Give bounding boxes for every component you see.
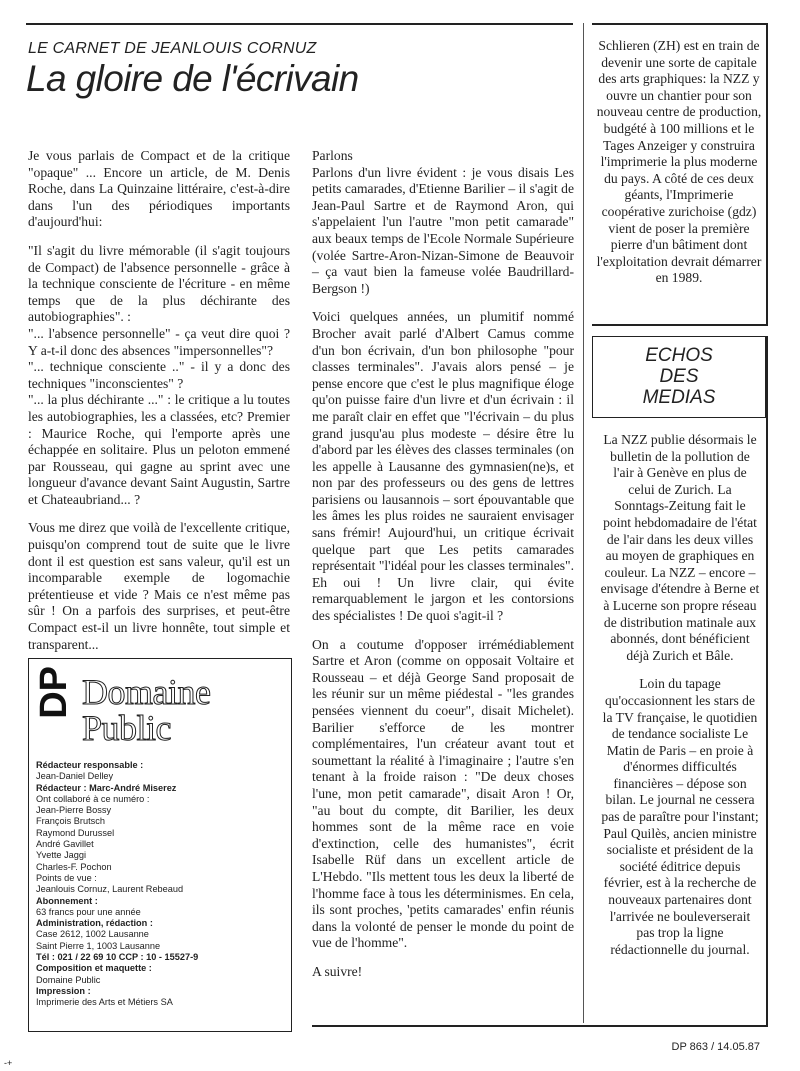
credit-line: Charles-F. Pochon xyxy=(36,861,112,872)
credit-line: Saint Pierre 1, 1003 Lausanne xyxy=(36,940,161,951)
column-divider xyxy=(583,23,584,1023)
paragraph: Voici quelques années, un plumitif nommé Brocher avait parlé d'Albert Camus comme d'un bon écrivain, d'un bon philosophe "pour classes terminales". J'avais alors pensé – je pense encore que c'est le plus magnifique éloge qu'on puisse faire d'un livre et d'un écrivain : il me paraît clair en effet que "l'écrivain – du plus grand jusqu'au plus modeste – désire être lu d'abord par les élèves des classes terminales (on les appelle à Lausanne des gymnasien(ne)s, et non par des professeurs ou des gens de lettres parisiens ou lausannois – sort épouvantable que les âmes les plus roides ne sauraient envisager sans frémir! Aujourd'hui, un critique écrivait quelque part que Les petits camarades représentait "l'idéal pour les classes terminales". Eh oui ! Un livre clair, qui évite remarquablement le jargon et les contorsions des spécialistes ! De quoi s'agit-il ? xyxy=(312,309,574,624)
paragraph: Je vous parlais de Compact et de la critique "opaque" ... Encore un article, de M. Denis Roche, dans La Quinzaine littéraire, c'est-à-dire dans l'un des périodiques importants d'aujourd'hui: xyxy=(28,148,290,230)
issue-footer: DP 863 / 14.05.87 xyxy=(671,1041,760,1053)
credit-line: Yvette Jaggi xyxy=(36,850,87,861)
article-kicker: LE CARNET DE JEANLOUIS CORNUZ xyxy=(28,40,317,57)
credit-line: Tél : 021 / 22 69 10 CCP : 10 - 15527-9 xyxy=(36,952,199,963)
article-column-1 xyxy=(28,148,290,665)
credit-line: Rédacteur responsable : xyxy=(36,760,144,770)
corner-mark: -+ xyxy=(4,1058,13,1068)
credit-line: Jean-Pierre Bossy xyxy=(36,805,112,816)
heading-line: MEDIAS xyxy=(642,387,716,408)
sidebar-top-text xyxy=(595,38,763,299)
top-rule-left xyxy=(26,23,573,25)
paragraph: La NZZ publie désormais le bulletin de la pollution de l'air à Genève en plus de celui de Zurich. La Sonntags-Zeitung fait le point hebdomadaire de l'état de l'air dans les deux villes au moyen de graphiques en couleur. La NZZ – encore – envisage d'étendre à Berne et à Lucerne son propre réseau de distribution matinale aux abonnés, dont bénéficient déjà Zurich et Bâle. xyxy=(600,432,760,663)
credit-line: Jeanlouis Cornuz, Laurent Rebeaud xyxy=(36,884,184,895)
heading-line: DES xyxy=(659,366,699,387)
credit-line: André Gavillet xyxy=(36,839,94,850)
domaine-public-logo xyxy=(33,666,276,750)
article-title: La gloire de l'écrivain xyxy=(26,58,359,99)
column-heading: Parlons xyxy=(312,148,353,163)
paragraph: "Il s'agit du livre mémorable (il s'agit toujours de Compact) de l'absence personnelle - grâce à la technique consciente de l'écriture - en même temps que de la plus déchirante des autobiographies". : xyxy=(28,242,290,325)
paragraph: Schlieren (ZH) est en train de devenir une sorte de capitale des arts graphiques: la NZZ y ouvre un chantier pour son nouveau centre de production, budgété à 100 millions et le Tages Anzeiger y construira l'imprimerie la plus moderne du pays. A côté de ces deux géants, l'Imprimerie coopérative zurichoise (gdz) vient de poser la première pierre d'un bâtiment dont l'exploitation devrait démarrer en 1989. xyxy=(596,38,762,286)
paragraph: Parlons d'un livre évident : je vous disais Les petits camarades, d'Etienne Barilier – il s'agit de Jean-Paul Sartre et de Raymond Aron, qui s'appelaient l'un l'autre "mon petit camarade" aux beaux temps de l'Ecole Normale Supérieure (volée Sartre-Aron-Nizan-Simone de Beauvoir – ça vaut bien la fameuse volée Baudrillard-Bergson !) xyxy=(312,164,574,296)
echos-medias-heading xyxy=(592,336,766,418)
paragraph: A suivre! xyxy=(312,963,363,979)
article-column-2 xyxy=(312,148,574,993)
credit-line: Administration, rédaction : xyxy=(36,918,153,929)
dp-logo-letters: DP xyxy=(33,666,75,719)
credit-line: Imprimerie des Arts et Métiers SA xyxy=(36,997,173,1008)
credit-line: 63 francs pour une année xyxy=(36,906,141,917)
paragraph: On a coutume d'opposer irrémédiablement Sartre et Aron (comme on opposait Voltaire et Rousseau – et déjà George Sand proposait de les réunir sur un même piédestal - "les grandes pensées viennent du coeur", disait Michelet). Barilier s'efforce de les montrer complémentaires, l'un créateur avant tout et soumettant la réalité à l'imaginaire ; l'autre s'en tenant à la froide raison : "De deux choses l'une, mon petit camarade", disait Aron ! Or, "au bout du compte, dit Barilier, les deux hommes sont de la même race en voie d'extinction, celle des humanistes", écrit Isabelle Rüf dans un excellent article de L'Hebdo. "Ils mettent tous les deux la liberté de l'homme face à tous les déterminismes. En cela, ils sont proches, 'petits camarades' enfin réunis dans la volonté de penser le monde du point de vue de l'homme". xyxy=(312,636,574,951)
logo-word-public: Public xyxy=(82,708,172,748)
credit-line: Ont collaboré à ce numéro : xyxy=(36,793,150,804)
paragraph: Loin du tapage qu'occasionnent les stars de la TV française, le quotidien de tendance socialiste Le Matin de Paris – en proie à d'énormes difficultés financières – dépose son bilan. Le journal ne cessera pas de paraître pour l'instant; Paul Quilès, ancien ministre socialiste et président de la société éditrice depuis février, est à la recherche de nouveaux partenaires dont l'arrivée ne bouleverserait pas trop la ligne rédactionnelle du journal. xyxy=(601,676,759,957)
credit-line: Abonnement : xyxy=(36,895,98,906)
top-rule-right xyxy=(592,23,766,25)
credit-line: Rédacteur : Marc-André Miserez xyxy=(36,782,177,793)
echos-right-rule xyxy=(766,336,768,1026)
credit-line: François Brutsch xyxy=(36,816,105,827)
credit-line: Domaine Public xyxy=(36,974,101,985)
paragraph: "... l'absence personnelle" - ça veut dire quoi ? Y a-t-il donc des absences "impersonnelles"? xyxy=(28,325,290,358)
credit-line: Raymond Durussel xyxy=(36,827,115,838)
heading-line: ECHOS xyxy=(645,345,713,366)
sidebar-right-rule xyxy=(766,23,768,325)
paragraph: Vous me direz que voilà de l'excellente critique, puisqu'on comprend tout de suite que le livre dont il est question est sans valeur, qu'il est un incomparable exemple de logomachie prétentieuse et vide ? Mais ce n'est même pas sûr ! On a parfois des surprises, et peut-être Compact est-il un livre honnête, tout simple et transparent... xyxy=(28,520,290,652)
echos-medias-text xyxy=(600,432,760,970)
paragraph: "... la plus déchirante ..." : le critique a lu toutes les autobiographies, les a classées, etc? Premier : Maurice Roche, qui l'emporte après une échappée en solitaire. Plus un peloton emmené par Rousseau, qui gagne au sprint avec une longueur d'avance devant Saint Augustin, Sartre et Chateaubriand... ? xyxy=(28,392,290,507)
masthead-credits xyxy=(36,760,284,1009)
credit-line: Points de vue : xyxy=(36,872,97,883)
credit-line: Composition et maquette : xyxy=(36,963,152,974)
credit-line: Case 2612, 1002 Lausanne xyxy=(36,929,149,940)
credit-line: Impression : xyxy=(36,985,91,996)
logo-word-domaine: Domaine xyxy=(82,672,211,712)
credit-line: Jean-Daniel Delley xyxy=(36,771,114,782)
paragraph: "... technique consciente .." - il y a donc des techniques "inconscientes" ? xyxy=(28,359,290,391)
sidebar-bottom-rule xyxy=(592,324,768,326)
bottom-rule xyxy=(312,1025,768,1027)
